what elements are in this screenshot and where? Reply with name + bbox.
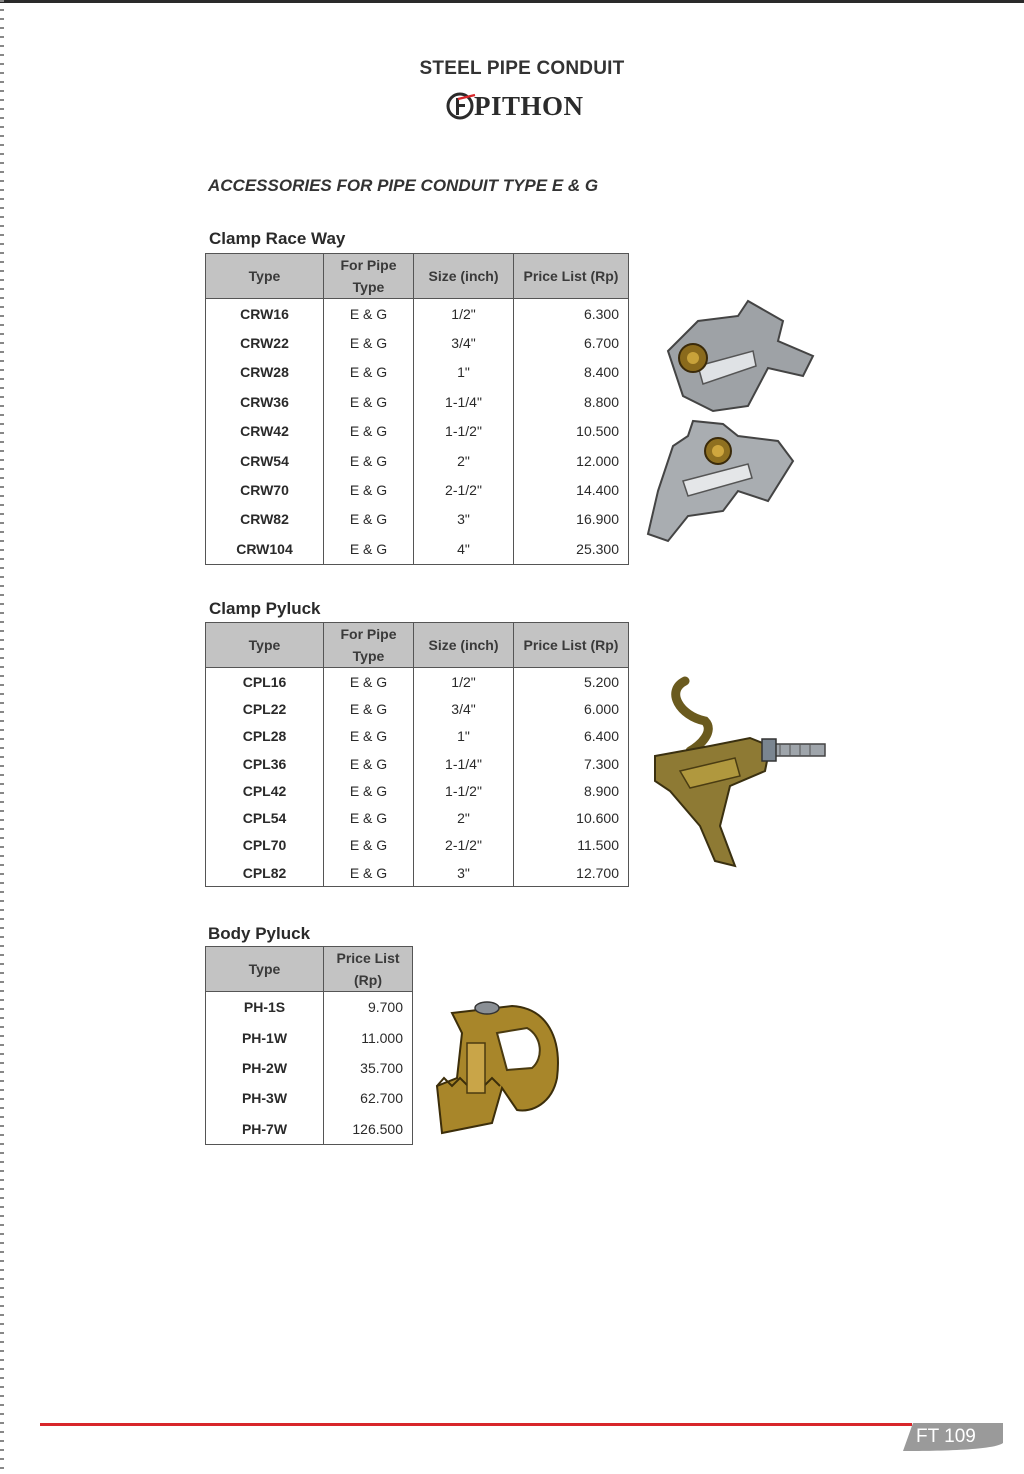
clamp-pyluck-table	[205, 622, 629, 887]
table-cell: E & G	[324, 328, 414, 357]
column-header-price: Price List (Rp)	[324, 947, 413, 992]
column-header-type: Type	[206, 254, 324, 299]
table-cell: 8.400	[514, 358, 629, 387]
body-pyluck-photo	[432, 998, 567, 1138]
footer-rule	[40, 1423, 912, 1426]
table-cell: E & G	[324, 505, 414, 534]
table-cell: PH-2W	[206, 1053, 324, 1083]
table-cell: 1-1/4"	[414, 750, 514, 777]
table-cell: CRW82	[206, 505, 324, 534]
table-cell: CPL36	[206, 750, 324, 777]
table-row	[206, 777, 629, 804]
table-cell: PH-1S	[206, 992, 324, 1023]
table-cell: PH-7W	[206, 1114, 324, 1145]
table-cell: E & G	[324, 475, 414, 504]
table-row	[206, 832, 629, 859]
table-cell: 5.200	[514, 668, 629, 696]
table-cell: E & G	[324, 417, 414, 446]
table-cell: E & G	[324, 695, 414, 722]
table-cell: 35.700	[324, 1053, 413, 1083]
table-cell: 10.600	[514, 804, 629, 831]
table-cell: 3/4"	[414, 695, 514, 722]
table-cell: 6.300	[514, 299, 629, 329]
table-row	[206, 695, 629, 722]
table-cell: CPL42	[206, 777, 324, 804]
pithon-logo-icon	[445, 91, 477, 121]
table-cell: E & G	[324, 859, 414, 887]
brand-name: PITHON	[474, 90, 584, 121]
clamp-pyluck-photo	[640, 676, 840, 876]
table-row	[206, 1114, 413, 1145]
clamp-race-way-title: Clamp Race Way	[209, 229, 346, 248]
table-cell: 14.400	[514, 475, 629, 504]
table-cell: 7.300	[514, 750, 629, 777]
table-cell: 62.700	[324, 1083, 413, 1113]
table-cell: E & G	[324, 777, 414, 804]
table-cell: 11.500	[514, 832, 629, 859]
brand-logo	[445, 90, 584, 122]
table-cell: CPL22	[206, 695, 324, 722]
clamp-pyluck-title: Clamp Pyluck	[209, 599, 321, 618]
table-cell: CPL82	[206, 859, 324, 887]
table-cell: CRW36	[206, 387, 324, 416]
column-header-price: Price List (Rp)	[514, 623, 629, 668]
table-cell: 12.700	[514, 859, 629, 887]
table-cell: 2"	[414, 804, 514, 831]
table-cell: 1-1/2"	[414, 777, 514, 804]
table-cell: 2-1/2"	[414, 832, 514, 859]
column-header-size: Size (inch)	[414, 254, 514, 299]
page-title: STEEL PIPE CONDUIT	[419, 58, 625, 79]
table-cell: 2-1/2"	[414, 475, 514, 504]
table-cell: CRW22	[206, 328, 324, 357]
table-row	[206, 804, 629, 831]
table-cell: 25.300	[514, 534, 629, 564]
table-cell: 9.700	[324, 992, 413, 1023]
table-row	[206, 723, 629, 750]
column-header-pipe-type: For Pipe Type	[324, 254, 414, 299]
table-cell: 1"	[414, 358, 514, 387]
table-row	[206, 668, 629, 696]
table-cell: E & G	[324, 668, 414, 696]
table-row	[206, 1083, 413, 1113]
page-number: FT 109	[916, 1426, 976, 1447]
table-cell: E & G	[324, 750, 414, 777]
table-cell: E & G	[324, 387, 414, 416]
table-cell: 8.800	[514, 387, 629, 416]
table-cell: 1"	[414, 723, 514, 750]
table-cell: CRW54	[206, 446, 324, 475]
body-pyluck-table	[205, 946, 413, 1145]
table-cell: PH-3W	[206, 1083, 324, 1113]
clamp-race-way-table	[205, 253, 629, 565]
table-cell: 3"	[414, 859, 514, 887]
table-cell: 6.700	[514, 328, 629, 357]
table-cell: CRW16	[206, 299, 324, 329]
table-header-row	[206, 254, 629, 299]
table-row	[206, 992, 413, 1023]
table-cell: 8.900	[514, 777, 629, 804]
body-pyluck-title: Body Pyluck	[208, 924, 311, 943]
table-row	[206, 417, 629, 446]
table-cell: 10.500	[514, 417, 629, 446]
table-cell: E & G	[324, 723, 414, 750]
table-row	[206, 328, 629, 357]
table-cell: E & G	[324, 534, 414, 564]
top-border	[0, 0, 1024, 3]
table-row	[206, 859, 629, 887]
column-header-type: Type	[206, 947, 324, 992]
table-cell: 16.900	[514, 505, 629, 534]
table-cell: CPL28	[206, 723, 324, 750]
table-cell: CPL16	[206, 668, 324, 696]
table-cell: CRW104	[206, 534, 324, 564]
column-header-size: Size (inch)	[414, 623, 514, 668]
table-cell: CRW70	[206, 475, 324, 504]
table-cell: 11.000	[324, 1022, 413, 1052]
table-cell: E & G	[324, 446, 414, 475]
table-cell: CRW42	[206, 417, 324, 446]
table-cell: PH-1W	[206, 1022, 324, 1052]
table-cell: E & G	[324, 358, 414, 387]
clamp-race-way-photo	[628, 296, 828, 546]
table-row	[206, 1022, 413, 1052]
table-cell: E & G	[324, 832, 414, 859]
table-row	[206, 358, 629, 387]
table-cell: 3"	[414, 505, 514, 534]
table-row	[206, 1053, 413, 1083]
table-row	[206, 534, 629, 564]
table-cell: 1-1/2"	[414, 417, 514, 446]
table-row	[206, 475, 629, 504]
table-cell: E & G	[324, 299, 414, 329]
table-cell: CRW28	[206, 358, 324, 387]
table-cell: 1-1/4"	[414, 387, 514, 416]
table-cell: 3/4"	[414, 328, 514, 357]
column-header-price: Price List (Rp)	[514, 254, 629, 299]
table-row	[206, 750, 629, 777]
table-row	[206, 299, 629, 329]
column-header-pipe-type: For Pipe Type	[324, 623, 414, 668]
table-row	[206, 387, 629, 416]
table-cell: 1/2"	[414, 668, 514, 696]
table-header-row	[206, 623, 629, 668]
table-cell: E & G	[324, 804, 414, 831]
table-header-row	[206, 947, 413, 992]
table-cell: 4"	[414, 534, 514, 564]
table-row	[206, 446, 629, 475]
column-header-type: Type	[206, 623, 324, 668]
table-cell: CPL54	[206, 804, 324, 831]
table-cell: 126.500	[324, 1114, 413, 1145]
section-subtitle: ACCESSORIES FOR PIPE CONDUIT TYPE E & G	[208, 176, 599, 195]
table-cell: 12.000	[514, 446, 629, 475]
table-cell: 6.400	[514, 723, 629, 750]
table-cell: 1/2"	[414, 299, 514, 329]
table-cell: CPL70	[206, 832, 324, 859]
table-cell: 2"	[414, 446, 514, 475]
table-row	[206, 505, 629, 534]
binding-edge	[0, 0, 4, 1474]
table-cell: 6.000	[514, 695, 629, 722]
